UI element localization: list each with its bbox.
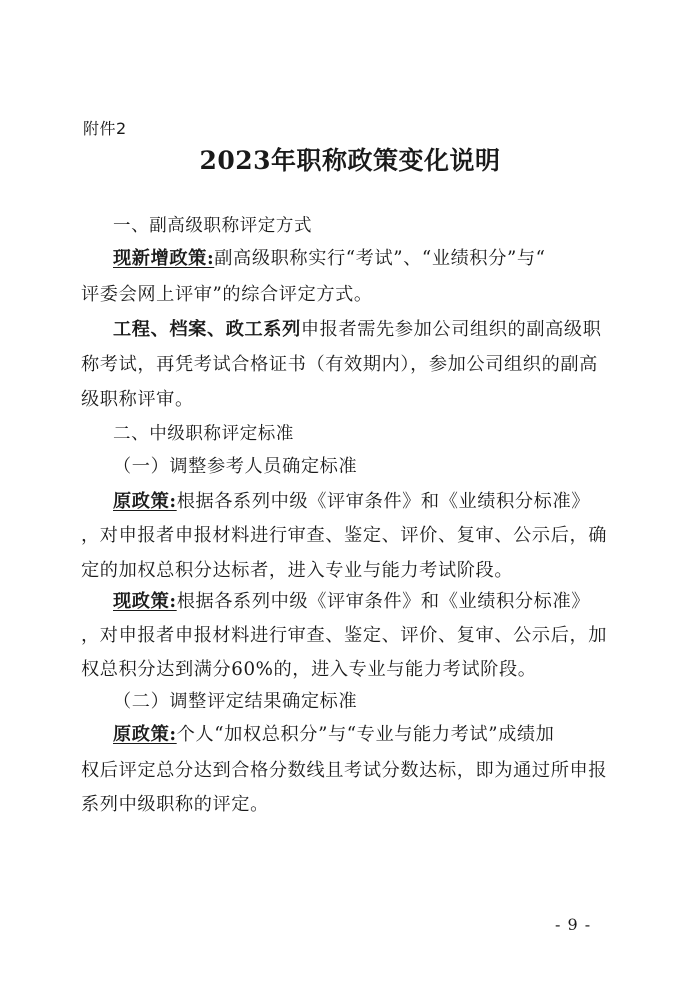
subsection-2-heading: （二）调整评定结果确定标准 — [113, 691, 358, 712]
paragraph-5-line-2: 权后评定总分达到合格分数线且考试分数达标，即为通过所申报 — [81, 760, 608, 781]
current-policy-label: 现政策: — [113, 591, 177, 612]
paragraph-4-line-3: 权总积分达到满分60%的，进入专业与能力考试阶段。 — [81, 659, 537, 680]
paragraph-5-line-3: 系列中级职称的评定。 — [81, 794, 269, 815]
paragraph-1-line-1 — [113, 245, 613, 273]
paragraph-3-line-1 — [113, 488, 613, 516]
section-2-heading: 二、中级职称评定标准 — [113, 424, 294, 444]
subsection-1-heading: （一）调整参考人员确定标准 — [113, 456, 358, 477]
old-policy-label: 原政策: — [113, 491, 177, 512]
paragraph-4-line-1 — [113, 588, 613, 616]
paragraph-1-line-2: 评委会网上评审”的综合评定方式。 — [81, 284, 373, 305]
paragraph-5-line-1 — [113, 721, 613, 749]
paragraph-2-line-2: 称考试，再凭考试合格证书（有效期内），参加公司组织的副高 — [81, 354, 598, 375]
paragraph-1-text-1: 副高级职称实行“考试”、“业绩积分”与“ — [214, 248, 546, 269]
paragraph-2-line-3: 级职称评审。 — [81, 389, 194, 410]
attachment-label: 附件2 — [83, 119, 127, 138]
section-1-heading: 一、副高级职称评定方式 — [113, 216, 313, 236]
paragraph-3-text-1: 根据各系列中级《评审条件》和《业绩积分标准》 — [176, 491, 591, 512]
series-label: 工程、档案、政工系列 — [113, 319, 301, 340]
paragraph-5-text-1: 个人“加权总积分”与“专业与能力考试”成绩加 — [176, 724, 555, 745]
new-policy-label: 现新增政策: — [113, 248, 215, 269]
paragraph-3-line-2: ，对申报者申报材料进行审查、鉴定、评价、复审、公示后，确 — [81, 525, 608, 546]
paragraph-4-line-2: ，对申报者申报材料进行审查、鉴定、评价、复审、公示后，加 — [81, 625, 608, 646]
page-number: - 9 - — [555, 915, 592, 934]
paragraph-3-line-3: 定的加权总积分达标者，进入专业与能力考试阶段。 — [81, 560, 514, 581]
paragraph-4-text-1: 根据各系列中级《评审条件》和《业绩积分标准》 — [176, 591, 591, 612]
paragraph-2-text-1: 申报者需先参加公司组织的副高级职 — [300, 319, 602, 340]
old-policy-label-2: 原政策: — [113, 724, 177, 745]
paragraph-2-line-1 — [113, 316, 613, 344]
page-title: 2023年职称政策变化说明 — [199, 146, 501, 175]
